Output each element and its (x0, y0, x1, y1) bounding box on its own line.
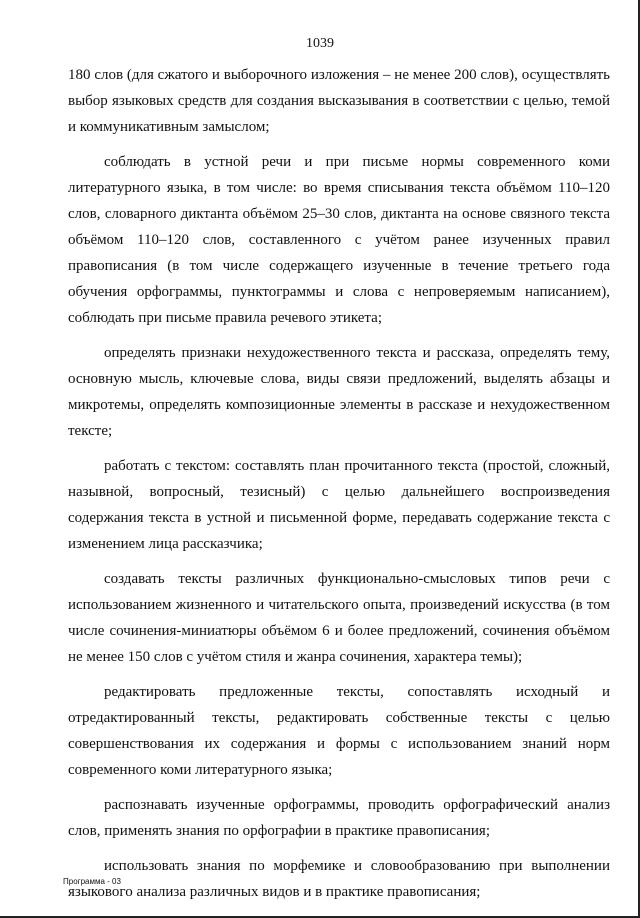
page-number: 1039 (306, 36, 334, 51)
paragraph-4: работать с текстом: составлять план прочитанного текста (простой, сложный, назывной, вопросный, тезисный) с целью дальнейшего воспроизведения содержания текста в устной и письменной форме, передавать содержание текста с изменением лица рассказчика; (68, 458, 610, 552)
paragraph-3: определять признаки нехудожественного текста и рассказа, определять тему, основную мысль, ключевые слова, виды связи предложений, выделять абзацы и микротемы, определять композиционные элементы в рассказе и нехудожественном тексте; (68, 345, 610, 439)
paragraph-8: использовать знания по морфемике и словообразованию при выполнении языкового анализа различных видов и в практике правописания; (68, 858, 610, 900)
paragraph-2: соблюдать в устной речи и при письме нормы современного коми литературного языка, в том числе: во время списывания текста объёмом 110–120 слов, словарного диктанта объёмом 25–30 слов, диктанта на основе связного текста объёмом 110–120 слов, составленного с учётом ранее изученных правил правописания (в том числе содержащего изученные в течение третьего года обучения орфограммы, пунктограммы и слова с непроверяемым написанием), соблюдать при письме правила речевого этикета; (68, 154, 610, 326)
paragraph-5: создавать тексты различных функционально-смысловых типов речи с использованием жизненного и читательского опыта, произведений искусства (в том числе сочинения-миниатюры объёмом 6 и более предложений, сочинения объёмом не менее 150 слов с учётом стиля и жанра сочинения, характера темы); (68, 571, 610, 665)
paragraph-7: распознавать изученные орфограммы, проводить орфографический анализ слов, применять знания по орфографии в практике правописания; (68, 797, 610, 839)
paragraph-1: 180 слов (для сжатого и выборочного изложения – не менее 200 слов), осуществлять выбор языковых средств для создания высказывания в соответствии с целью, темой и коммуникативным замыслом; (68, 67, 610, 135)
footer-label: Программа - 03 (63, 877, 121, 886)
paragraph-6: редактировать предложенные тексты, сопоставлять исходный и отредактированный тексты, редактировать собственные тексты с целью совершенствования их содержания и формы с использованием знаний норм современного коми литературного языка; (68, 684, 610, 778)
document-body (68, 62, 610, 914)
